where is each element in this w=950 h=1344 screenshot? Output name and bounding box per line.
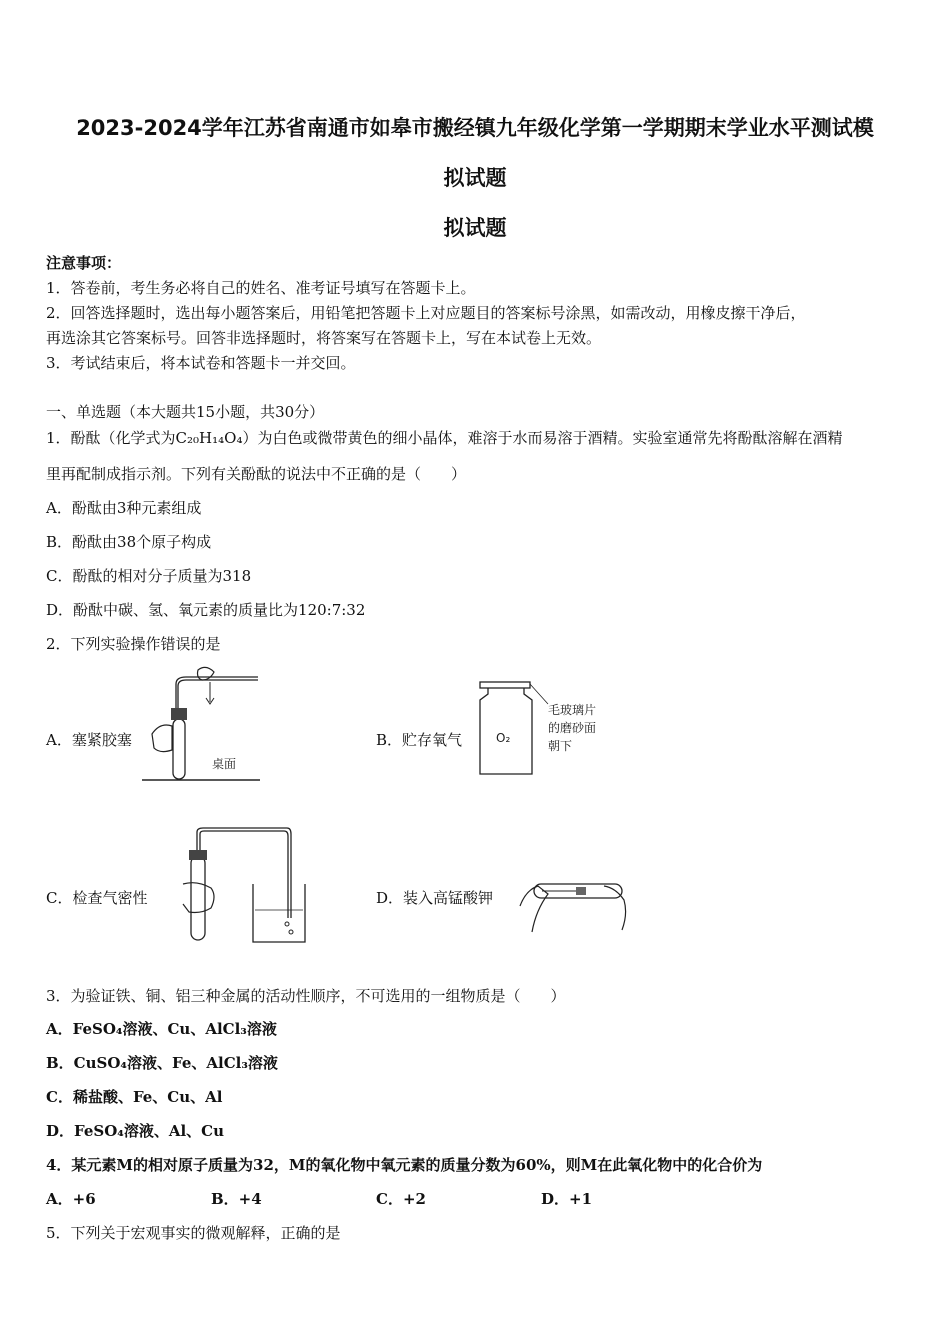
question-4-option-b: B．+4	[211, 1190, 262, 1208]
figure-label-desk: 桌面	[212, 757, 237, 771]
figure-label-o2: O₂	[496, 731, 511, 745]
question-4-option-d: D．+1	[541, 1190, 593, 1208]
page-title-continued: 拟试题	[443, 166, 507, 190]
page-subtitle: 拟试题	[443, 216, 507, 240]
notice-heading: 注意事项：	[46, 254, 122, 272]
question-2-option-a: A．塞紧胶塞	[46, 731, 132, 749]
figure-note-line-1: 毛玻璃片	[548, 703, 597, 717]
question-3-stem: 3．为验证铁、铜、铝三种金属的活动性顺序，不可选用的一组物质是（ ）	[46, 987, 566, 1005]
question-5-stem: 5．下列关于宏观事实的微观解释，正确的是	[46, 1224, 341, 1242]
question-2-option-c: C．检查气密性	[46, 889, 148, 907]
question-1-option-a: A．酚酞由3种元素组成	[46, 499, 202, 517]
notice-item-3: 3．考试结束后，将本试卷和答题卡一并交回。	[46, 354, 356, 372]
question-1-option-d: D．酚酞中碳、氢、氧元素的质量比为120:7:32	[46, 601, 366, 619]
figure-airtightness-check	[155, 824, 315, 948]
figure-add-potassium-permanganate	[512, 872, 636, 944]
question-4-stem: 4．某元素M的相对原子质量为32，M的氧化物中氧元素的质量分数为60%，则M在此氧化物中的化合价为	[46, 1156, 763, 1174]
question-3-option-c: C．稀盐酸、Fe、Cu、Al	[46, 1088, 223, 1106]
section-heading: 一、单选题（本大题共15小题，共30分）	[46, 403, 325, 421]
figure-note-line-3: 朝下	[548, 739, 573, 753]
question-1-stem-continued: 里再配制成指示剂。下列有关酚酞的说法中不正确的是（ ）	[46, 465, 467, 483]
figure-stopper-tube	[140, 664, 262, 786]
figure-note-line-2: 的磨砂面	[548, 721, 597, 735]
notice-item-2-continued: 再选涂其它答案标号。回答非选择题时，将答案写在答题卡上，写在本试卷上无效。	[46, 329, 602, 347]
page-title: 2023-2024学年江苏省南通市如皋市搬经镇九年级化学第一学期期末学业水平测试模	[76, 116, 874, 140]
question-4-option-c: C．+2	[376, 1190, 426, 1208]
question-2-option-b: B．贮存氧气	[376, 731, 463, 749]
notice-item-1: 1．答卷前，考生务必将自己的姓名、准考证号填写在答题卡上。	[46, 279, 476, 297]
question-1-option-c: C．酚酞的相对分子质量为318	[46, 567, 252, 585]
question-2-option-d: D．装入高锰酸钾	[376, 889, 494, 907]
question-4-option-a: A．+6	[46, 1190, 96, 1208]
question-1-stem: 1．酚酞（化学式为C₂₀H₁₄O₄）为白色或微带黄色的细小晶体，难溶于水而易溶于酒精。实验室通常先将酚酞溶解在酒精	[46, 429, 843, 447]
figure-oxygen-jar	[470, 680, 620, 780]
question-3-option-a: A．FeSO₄溶液、Cu、AlCl₃溶液	[46, 1020, 277, 1038]
question-3-option-d: D．FeSO₄溶液、Al、Cu	[46, 1122, 225, 1140]
question-2-stem: 2．下列实验操作错误的是	[46, 635, 221, 653]
question-1-option-b: B．酚酞由38个原子构成	[46, 533, 212, 551]
notice-item-2: 2．回答选择题时，选出每小题答案后，用铅笔把答题卡上对应题目的答案标号涂黑，如需改动，用橡皮擦干净后，	[46, 304, 806, 322]
question-3-option-b: B．CuSO₄溶液、Fe、AlCl₃溶液	[46, 1054, 278, 1072]
